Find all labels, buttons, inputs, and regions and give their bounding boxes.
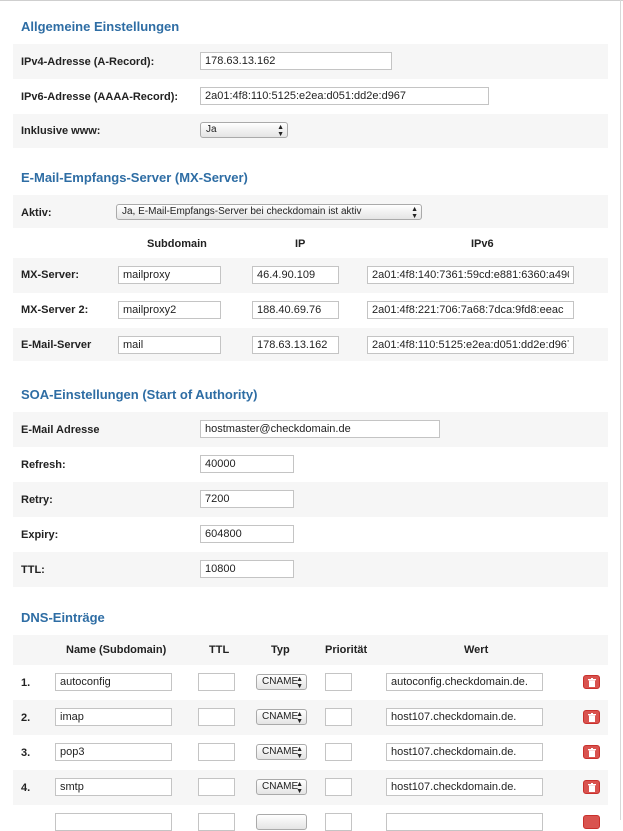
ipv4-label: IPv4-Adresse (A-Record):	[21, 56, 155, 68]
mx-row-2	[13, 293, 608, 328]
mx-subdomain-input[interactable]	[118, 266, 221, 284]
dns-name-input[interactable]	[55, 813, 172, 831]
mx-row-label: MX-Server:	[21, 269, 80, 281]
dns-priority-input[interactable]	[325, 813, 352, 831]
dns-value-input[interactable]	[386, 708, 543, 726]
soa-expiry-input[interactable]	[200, 525, 294, 543]
dns-ttl-input[interactable]	[198, 673, 235, 691]
dns-value-input[interactable]	[386, 813, 543, 831]
col-type: Typ	[271, 644, 290, 656]
updown-arrows-icon: ▲ ▼	[296, 711, 303, 725]
dns-type-value: CNAME	[262, 676, 299, 687]
updown-arrows-icon: ▲ ▼	[296, 676, 303, 690]
dns-value-input[interactable]	[386, 743, 543, 761]
soa-panel	[13, 412, 608, 587]
updown-arrows-icon: ▲ ▼	[296, 746, 303, 760]
dns-ttl-input[interactable]	[198, 813, 235, 831]
soa-retry-input[interactable]	[200, 490, 294, 508]
ipv6-label: IPv6-Adresse (AAAA-Record):	[21, 91, 179, 103]
dns-type-value: CNAME	[262, 711, 299, 722]
mx-subdomain-input[interactable]	[118, 301, 221, 319]
right-border	[620, 0, 621, 820]
dns-row-3	[13, 735, 608, 770]
dns-row-1	[13, 665, 608, 700]
section-title-soa: SOA-Einstellungen (Start of Authority)	[21, 387, 258, 402]
dns-value-input[interactable]	[386, 673, 543, 691]
dns-row-4	[13, 770, 608, 805]
soa-email-row	[13, 412, 608, 447]
dns-row-number: 2.	[21, 712, 31, 724]
mx-header-row	[13, 228, 608, 258]
www-select[interactable]	[200, 122, 288, 138]
soa-ttl-label: TTL:	[21, 564, 45, 576]
mx-ip-input[interactable]	[252, 336, 339, 354]
updown-arrows-icon: ▲ ▼	[296, 781, 303, 795]
ipv6-row	[13, 79, 608, 114]
mx-active-select-value: Ja, E-Mail-Empfangs-Server bei checkdomain ist aktiv	[122, 206, 362, 217]
ipv6-input[interactable]	[200, 87, 489, 105]
col-value: Wert	[464, 644, 489, 656]
section-title-general: Allgemeine Einstellungen	[21, 19, 180, 34]
dns-type-select[interactable]	[256, 709, 307, 725]
section-title-dns: DNS-Einträge	[21, 610, 105, 625]
dns-panel	[13, 635, 608, 825]
section-title-mx: E-Mail-Empfangs-Server (MX-Server)	[21, 170, 248, 185]
dns-value-input[interactable]	[386, 778, 543, 796]
dns-priority-input[interactable]	[325, 708, 352, 726]
dns-row-5-partial	[13, 805, 608, 825]
dns-ttl-input[interactable]	[198, 743, 235, 761]
dns-row-number: 3.	[21, 747, 31, 759]
www-label: Inklusive www:	[21, 125, 101, 137]
updown-arrows-icon: ▲ ▼	[277, 124, 284, 138]
mx-row-1	[13, 258, 608, 293]
dns-ttl-input[interactable]	[198, 778, 235, 796]
mx-ipv6-input[interactable]	[367, 336, 574, 354]
dns-name-input[interactable]	[55, 743, 172, 761]
col-ttl: TTL	[209, 644, 230, 656]
mx-row-label: E-Mail-Server	[21, 339, 92, 351]
mx-row-label: MX-Server 2:	[21, 304, 89, 316]
col-subdomain: Subdomain	[147, 238, 207, 250]
dns-type-select[interactable]	[256, 744, 307, 760]
soa-retry-label: Retry:	[21, 494, 53, 506]
dns-row-number: 4.	[21, 782, 31, 794]
soa-expiry-row	[13, 517, 608, 552]
dns-type-value: CNAME	[262, 781, 299, 792]
trash-icon	[588, 748, 596, 757]
mx-panel	[13, 195, 608, 361]
trash-icon	[588, 678, 596, 687]
dns-ttl-input[interactable]	[198, 708, 235, 726]
trash-icon	[588, 783, 596, 792]
dns-type-value: CNAME	[262, 746, 299, 757]
dns-row-2	[13, 700, 608, 735]
mx-ipv6-input[interactable]	[367, 301, 574, 319]
mx-subdomain-input[interactable]	[118, 336, 221, 354]
dns-type-select[interactable]	[256, 674, 307, 690]
soa-refresh-input[interactable]	[200, 455, 294, 473]
soa-refresh-label: Refresh:	[21, 459, 66, 471]
dns-name-input[interactable]	[55, 673, 172, 691]
ipv4-row	[13, 44, 608, 79]
mx-ip-input[interactable]	[252, 266, 339, 284]
general-panel	[13, 44, 608, 148]
soa-ttl-row	[13, 552, 608, 587]
col-priority: Priorität	[325, 644, 368, 656]
dns-priority-input[interactable]	[325, 743, 352, 761]
delete-row-button[interactable]	[583, 745, 600, 759]
mx-active-select[interactable]	[116, 204, 422, 220]
soa-ttl-input[interactable]	[200, 560, 294, 578]
dns-header-row	[13, 635, 608, 665]
trash-icon	[588, 713, 596, 722]
soa-expiry-label: Expiry:	[21, 529, 59, 541]
col-name: Name (Subdomain)	[66, 644, 167, 656]
top-border	[0, 0, 623, 1]
dns-row-number: 1.	[21, 677, 31, 689]
delete-row-button[interactable]	[583, 710, 600, 724]
dns-priority-input[interactable]	[325, 778, 352, 796]
dns-name-input[interactable]	[55, 778, 172, 796]
dns-name-input[interactable]	[55, 708, 172, 726]
delete-row-button[interactable]	[583, 675, 600, 689]
mx-ipv6-input[interactable]	[367, 266, 574, 284]
soa-email-label: E-Mail Adresse	[21, 424, 100, 436]
delete-row-button[interactable]	[583, 780, 600, 794]
dns-priority-input[interactable]	[325, 673, 352, 691]
dns-type-select[interactable]	[256, 779, 307, 795]
mx-ip-input[interactable]	[252, 301, 339, 319]
col-ipv6: IPv6	[471, 238, 494, 250]
soa-refresh-row	[13, 447, 608, 482]
delete-row-button[interactable]	[583, 815, 600, 829]
soa-retry-row	[13, 482, 608, 517]
mx-row-3	[13, 328, 608, 361]
mx-active-label: Aktiv:	[21, 207, 52, 219]
soa-email-input[interactable]	[200, 420, 440, 438]
www-row	[13, 114, 608, 148]
updown-arrows-icon: ▲ ▼	[411, 206, 418, 220]
mx-active-row	[13, 195, 608, 228]
ipv4-input[interactable]	[200, 52, 392, 70]
col-ip: IP	[295, 238, 306, 250]
dns-type-select[interactable]	[256, 814, 307, 830]
www-select-value: Ja	[206, 124, 217, 135]
